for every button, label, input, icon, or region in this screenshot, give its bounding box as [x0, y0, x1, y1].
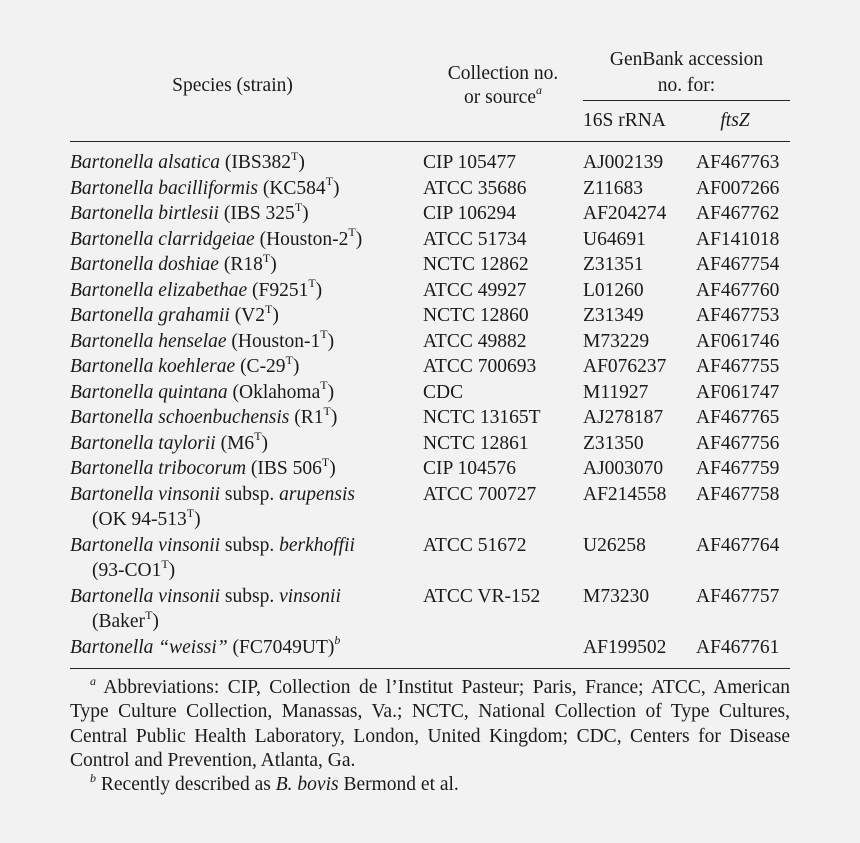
collection-cell: ATCC 700693 [423, 356, 537, 377]
genus-name: Bartonella [70, 279, 154, 301]
species-cell [70, 176, 423, 202]
subsp-word: subsp. [220, 483, 280, 505]
strain-close: ) [327, 381, 335, 403]
strain: (IBS 325 [218, 203, 295, 224]
collection-cell: CIP 105477 [423, 152, 516, 173]
header-16s-rrna: 16S rRNA [583, 101, 696, 142]
ftsz-cell: AF061747 [696, 381, 780, 403]
genus-name: Bartonella [70, 483, 154, 505]
ftsz-cell: AF467760 [696, 279, 780, 301]
species-cell [70, 380, 423, 406]
strain-close: ) [315, 279, 323, 301]
strain [70, 507, 423, 533]
collection-cell: ATCC 35686 [423, 177, 527, 199]
header-ftsz: ftsZ [696, 101, 790, 142]
table-row [70, 227, 790, 253]
species-cell [70, 405, 423, 431]
strain-close: ) [261, 432, 269, 454]
header-species: Species (strain) [70, 30, 423, 142]
species-name: vinsonii [158, 534, 221, 556]
type-strain-mark: T [294, 199, 303, 214]
ftsz-cell: AF467755 [696, 356, 780, 377]
rrna-cell: L01260 [583, 279, 644, 301]
species-name: taylorii [158, 432, 216, 454]
strain-close: ) [329, 458, 336, 479]
collection-cell: CIP 104576 [423, 458, 516, 479]
strain [70, 558, 423, 584]
strain-close: ) [272, 305, 279, 326]
genus-name: Bartonella [70, 254, 154, 275]
document-page [70, 30, 790, 797]
ftsz-cell: AF467765 [696, 407, 780, 428]
strain [70, 609, 423, 635]
species-name: koehlerae [158, 356, 236, 377]
subspecies-name: arupensis [279, 483, 355, 505]
strain-table [70, 30, 790, 668]
strain-id: (93-CO1 [92, 560, 162, 581]
type-strain-mark: T [320, 378, 328, 392]
strain-close: ) [194, 509, 201, 530]
ftsz-cell: AF467763 [696, 152, 780, 173]
genus-name: Bartonella [70, 330, 154, 352]
strain: (C-29 [235, 356, 286, 377]
collection-cell: NCTC 13165T [423, 407, 541, 428]
species-cell [70, 252, 423, 278]
species-name: bacilliformis [158, 177, 258, 199]
strain: (R18 [218, 254, 263, 275]
strain: (M6 [215, 432, 255, 454]
species-cell [70, 635, 423, 669]
type-strain-mark: T [320, 327, 328, 341]
species-cell [70, 456, 423, 482]
species-cell [70, 278, 423, 304]
species-cell [70, 142, 423, 176]
strain-close: ) [270, 254, 277, 275]
collection-cell: ATCC 49882 [423, 330, 527, 352]
species-name: alsatica [158, 152, 221, 173]
species-name: tribocorum [158, 458, 247, 479]
rrna-cell: AJ003070 [583, 458, 664, 479]
genus-name: Bartonella [70, 585, 154, 607]
subsp-word: subsp. [220, 534, 280, 556]
species-name: “weissi” [158, 636, 228, 658]
rrna-cell: AF214558 [583, 483, 667, 505]
species-name: henselae [158, 330, 227, 352]
table-row [70, 329, 790, 355]
strain-close: ) [355, 228, 363, 250]
rrna-cell: Z31351 [583, 254, 644, 275]
collection-cell [423, 635, 583, 669]
ftsz-cell: AF467764 [696, 534, 780, 556]
type-strain-mark: T [145, 607, 153, 622]
collection-cell: ATCC 51734 [423, 228, 527, 250]
genus-name: Bartonella [70, 458, 154, 479]
rrna-cell: U26258 [583, 534, 646, 556]
table-row [70, 252, 790, 278]
strain-close: ) [330, 407, 338, 428]
collection-cell: NCTC 12861 [423, 432, 529, 454]
genus-name: Bartonella [70, 407, 154, 428]
rrna-cell: M73230 [583, 585, 650, 607]
type-strain-mark: T [254, 429, 262, 443]
rrna-cell: M73229 [583, 330, 650, 352]
type-strain-mark: T [285, 352, 293, 367]
table-row [70, 176, 790, 202]
strain: (Houston-1 [226, 330, 321, 352]
ftsz-cell: AF467761 [696, 636, 780, 658]
rrna-cell: Z11683 [583, 177, 643, 199]
species-name: grahamii [158, 305, 230, 326]
type-strain-mark: T [262, 250, 271, 265]
type-strain-mark: T [186, 505, 195, 520]
rrna-cell: Z31350 [583, 432, 644, 454]
subspecies-name: vinsonii [279, 585, 341, 607]
ftsz-cell: AF141018 [696, 228, 780, 250]
species-cell [70, 201, 423, 227]
genus-name: Bartonella [70, 152, 154, 173]
ftsz-cell: AF467757 [696, 585, 780, 607]
table-row [70, 201, 790, 227]
species-cell [70, 431, 423, 457]
type-strain-mark: T [265, 301, 273, 316]
footnote-a: $^a$ Abbreviations: CIP, Collection de l’Institut Pasteur; Paris, France; ATCC, American Type Culture Collection, Manassas, Va.; NCTC, National Collection of Type Cultures, Central Public Health Laboratory, London, United Kingdom; CDC, Centers for Disease Control and Prevention, Atlanta, Ga. [70, 673, 790, 771]
ftsz-cell: AF467758 [696, 483, 780, 505]
ftsz-cell: AF007266 [696, 177, 780, 199]
table-row [70, 456, 790, 482]
strain-close: ) [302, 203, 309, 224]
collection-cell: ATCC VR-152 [423, 585, 541, 607]
table-row [70, 533, 790, 584]
strain: (IBS 506 [246, 458, 322, 479]
footnote-b: $^b$ Recently described as B. bovis Bermond et al. [90, 770, 459, 796]
genus-name: Bartonella [70, 356, 154, 377]
collection-cell: CIP 106294 [423, 203, 516, 224]
rrna-cell: AF204274 [583, 203, 667, 224]
subspecies-name: berkhoffii [279, 534, 355, 556]
genus-name: Bartonella [70, 381, 154, 403]
strain-close: ) [333, 177, 340, 199]
species-name: doshiae [158, 254, 219, 275]
rrna-cell: AF076237 [583, 356, 667, 377]
table-row [70, 303, 790, 329]
table-row [70, 635, 790, 669]
rrna-cell: AJ002139 [583, 152, 664, 173]
species-name: vinsonii [158, 585, 221, 607]
ftsz-cell: AF061746 [696, 330, 780, 352]
strain-close: ) [298, 152, 305, 173]
ftsz-cell: AF467754 [696, 254, 780, 275]
table-row [70, 584, 790, 635]
type-strain-mark: T [325, 174, 334, 188]
strain: (Houston-2 [254, 228, 349, 250]
species-name: vinsonii [158, 483, 221, 505]
footnotes [70, 673, 790, 797]
strain-id: (OK 94-513 [92, 509, 187, 530]
table-row [70, 354, 790, 380]
species-cell [70, 329, 423, 355]
table-bottom-rule [70, 668, 790, 669]
species-cell [70, 584, 423, 635]
ftsz-cell: AF467762 [696, 203, 780, 224]
species-name: birtlesii [158, 203, 219, 224]
type-strain-mark: T [291, 148, 299, 163]
strain-close: ) [327, 330, 335, 352]
rrna-cell: Z31349 [583, 305, 644, 326]
strain: (F9251 [247, 279, 309, 301]
type-strain-mark: T [321, 454, 330, 469]
table-row [70, 278, 790, 304]
genus-name: Bartonella [70, 534, 154, 556]
rrna-cell: AJ278187 [583, 407, 664, 428]
collection-cell: CDC [423, 381, 464, 403]
strain: (FC7049UT) [227, 636, 335, 658]
species-name: schoenbuchensis [158, 407, 290, 428]
strain: (KC584 [257, 177, 326, 199]
strain: (V2 [229, 305, 266, 326]
table-row [70, 380, 790, 406]
type-strain-mark: T [348, 225, 356, 239]
subsp-word: subsp. [220, 585, 280, 607]
table-row [70, 482, 790, 533]
species-cell [70, 303, 423, 329]
table-row [70, 431, 790, 457]
footnote-b-mark: b [334, 633, 341, 647]
rrna-cell: U64691 [583, 228, 646, 250]
genus-name: Bartonella [70, 432, 154, 454]
strain-close: ) [292, 356, 300, 377]
rrna-cell: M11927 [583, 381, 649, 403]
strain-id: (Baker [92, 611, 146, 632]
type-strain-mark: T [323, 403, 331, 418]
collection-cell: ATCC 700727 [423, 483, 537, 505]
table-row [70, 142, 790, 176]
genus-name: Bartonella [70, 228, 154, 250]
header-collection: Collection no. or source$^a$ [423, 30, 583, 142]
ftsz-cell: AF467756 [696, 432, 780, 454]
genus-name: Bartonella [70, 203, 154, 224]
species-cell [70, 227, 423, 253]
species-name: clarridgeiae [158, 228, 255, 250]
species-cell [70, 533, 423, 584]
species-name: quintana [158, 381, 228, 403]
collection-cell: ATCC 51672 [423, 534, 527, 556]
species-cell [70, 482, 423, 533]
strain-close: ) [152, 611, 159, 632]
ftsz-cell: AF467759 [696, 458, 780, 479]
ftsz-cell: AF467753 [696, 305, 780, 326]
type-strain-mark: T [308, 276, 316, 290]
table-row [70, 405, 790, 431]
type-strain-mark: T [161, 556, 169, 571]
strain-close: ) [168, 560, 176, 581]
strain: (R1 [289, 407, 324, 428]
strain: (Oklahoma [227, 381, 321, 403]
strain: (IBS382 [220, 152, 292, 173]
header-genbank: GenBank accession no. for: [583, 30, 790, 101]
genus-name: Bartonella [70, 636, 154, 658]
species-cell [70, 354, 423, 380]
genus-name: Bartonella [70, 177, 154, 199]
collection-cell: ATCC 49927 [423, 279, 527, 301]
genus-name: Bartonella [70, 305, 154, 326]
species-name: elizabethae [158, 279, 248, 301]
collection-cell: NCTC 12860 [423, 305, 529, 326]
collection-cell: NCTC 12862 [423, 254, 529, 275]
rrna-cell: AF199502 [583, 636, 667, 658]
